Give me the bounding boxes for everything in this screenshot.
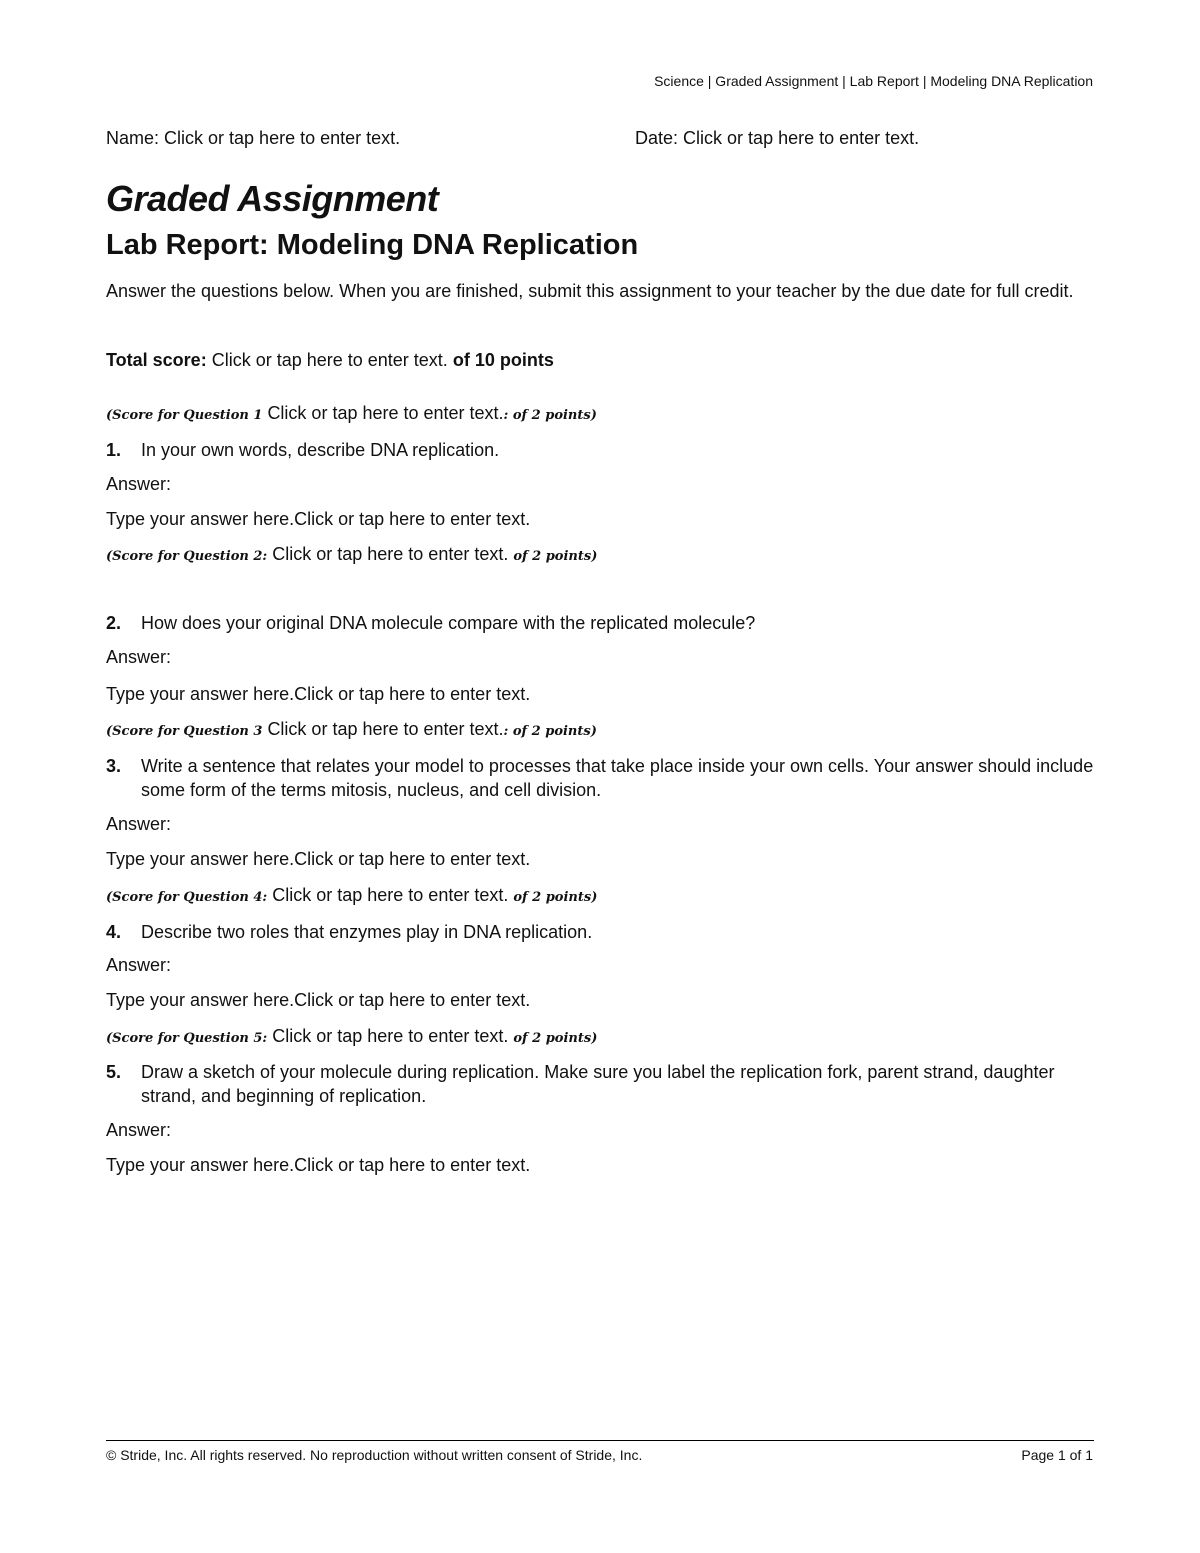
page-subtitle: Lab Report: Modeling DNA Replication [106,229,639,261]
answer-label: Answer: [106,1120,172,1140]
answer-label: Answer: [106,474,172,494]
score-suffix: of 2 points) [513,890,598,905]
score-prefix: (Score for Question 2: [106,549,268,564]
question [106,611,1096,635]
question [106,1060,1096,1108]
score-row [106,719,597,740]
score-row [106,544,597,565]
name-input[interactable]: Click or tap here to enter text. [164,128,401,148]
score-suffix: : of 2 points) [503,408,597,423]
question-number: 5. [106,1062,122,1082]
answer-label: Answer: [106,955,172,975]
answer-input[interactable]: Type your answer here.Click or tap here to enter text. [106,849,531,869]
question [106,920,1096,944]
score-row [106,1026,597,1047]
question [106,754,1096,802]
header-breadcrumb: Science | Graded Assignment | Lab Report | Modeling DNA Replication [654,73,1093,89]
footer-copyright: © Stride, Inc. All rights reserved. No reproduction without written consent of Stride, Inc. [106,1447,643,1463]
date-input[interactable]: Click or tap here to enter text. [683,128,920,148]
answer-input[interactable]: Type your answer here.Click or tap here to enter text. [106,509,531,529]
question-number: 1. [106,440,122,460]
question-number: 4. [106,922,122,942]
score-prefix: (Score for Question 5: [106,1031,268,1046]
answer-input[interactable]: Type your answer here.Click or tap here to enter text. [106,1155,531,1175]
date-field-row [635,128,919,149]
total-score-row [106,350,554,371]
total-score-input[interactable]: Click or tap here to enter text. [211,350,448,370]
answer-label: Answer: [106,814,172,834]
question-text: In your own words, describe DNA replication. [141,440,500,460]
question-text: Write a sentence that relates your model to processes that take place inside your own cells. Your answer should include some form of the terms mitosis, nucleus, and cell division. [141,756,1094,800]
question-number: 2. [106,613,122,633]
name-label: Name: [106,128,160,148]
score-row [106,885,597,906]
score-input[interactable]: Click or tap here to enter text. [267,403,504,423]
footer-divider [106,1440,1094,1441]
footer-page-number: Page 1 of 1 [1021,1447,1093,1463]
total-score-suffix: of 10 points [452,350,554,370]
question-number: 3. [106,756,122,776]
score-suffix: of 2 points) [513,1031,598,1046]
score-suffix: of 2 points) [513,549,598,564]
page-title: Graded Assignment [106,178,439,219]
name-field-row [106,128,400,149]
score-input[interactable]: Click or tap here to enter text. [272,544,509,564]
date-label: Date: [635,128,679,148]
instructions: Answer the questions below. When you are finished, submit this assignment to your teacher by the due date for full credit. [106,281,1074,301]
score-prefix: (Score for Question 1 [106,408,263,423]
score-suffix: : of 2 points) [503,724,597,739]
score-input[interactable]: Click or tap here to enter text. [267,719,504,739]
score-prefix: (Score for Question 3 [106,724,263,739]
score-row [106,403,597,424]
answer-input[interactable]: Type your answer here.Click or tap here to enter text. [106,684,531,704]
score-prefix: (Score for Question 4: [106,890,268,905]
question [106,438,1096,462]
question-text: How does your original DNA molecule compare with the replicated molecule? [141,613,756,633]
answer-label: Answer: [106,647,172,667]
total-score-label: Total score: [106,350,207,370]
score-input[interactable]: Click or tap here to enter text. [272,1026,509,1046]
question-text: Draw a sketch of your molecule during replication. Make sure you label the replication fork, parent strand, daughter strand, and beginning of replication. [141,1062,1055,1106]
answer-input[interactable]: Type your answer here.Click or tap here to enter text. [106,990,531,1010]
question-text: Describe two roles that enzymes play in DNA replication. [141,922,593,942]
score-input[interactable]: Click or tap here to enter text. [272,885,509,905]
